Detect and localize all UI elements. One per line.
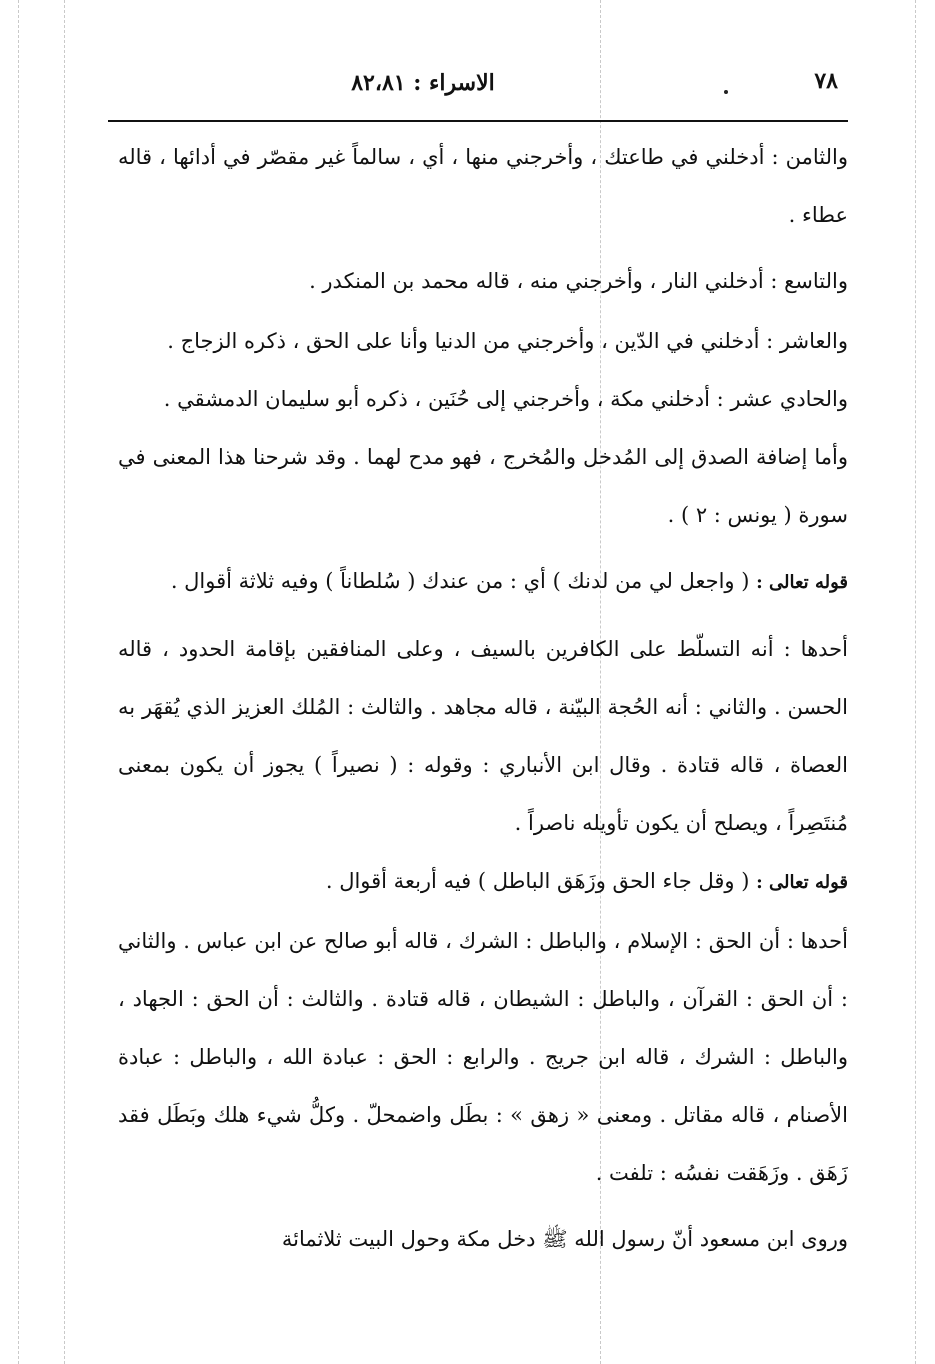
paragraph — [118, 1210, 848, 1268]
book-page — [118, 58, 848, 1348]
running-title: الاسراء : ٨٢،٨١ — [351, 70, 495, 96]
paragraph-text: وأما إضافة الصدق إلى المُدخل والمُخرج ، فهو مدح لهما . وقد شرحنا هذا المعنى في سورة ( يونس : ٢ ) . — [118, 445, 848, 527]
paragraph-text: وروى ابن مسعود أنّ رسول الله ﷺ دخل مكة وحول البيت ثلاثمائة — [281, 1227, 848, 1251]
header-rule — [108, 120, 848, 122]
paragraph-text: والعاشر : أدخلني في الدّين ، وأخرجني من الدنيا وأنا على الحق ، ذكره الزجاج . — [167, 329, 848, 353]
paragraph — [118, 312, 848, 370]
paragraph — [118, 552, 848, 612]
page-number: ٧٨ — [814, 68, 838, 94]
paragraph-text: أحدها : أن الحق : الإسلام ، والباطل : الشرك ، قاله أبو صالح عن ابن عباس . والثاني : أن الحق : القرآن ، والباطل : الشيطان ، قاله قتادة . والثالث : أن الحق : الجهاد ، والباطل : الشرك ، قاله ابن جريج . والرابع : الحق : عبادة الله ، والباطل : عبادة الأصنام ، قاله مقاتل . ومعنى « زهق » : بطَل واضمحلّ . وكلُّ شيء هلك وبَطَل فقد زَهَق . وزَهَقت نفسُه : تلفت . — [118, 929, 848, 1185]
paragraph — [118, 428, 848, 544]
scan-guide-left — [18, 0, 19, 1364]
paragraph-text: والثامن : أدخلني في طاعتك ، وأخرجني منها ، أي ، سالماً غير مقصّر في أدائها ، قاله عطاء . — [118, 145, 848, 227]
paragraph-text: ( واجعل لي من لدنك ) أي : من عندك ( سُلطاناً ) وفيه ثلاثة أقوال . — [170, 569, 750, 593]
paragraph-text: والتاسع : أدخلني النار ، وأخرجني منه ، قاله محمد بن المنكدر . — [309, 269, 848, 293]
page-body — [118, 128, 848, 1268]
paragraph — [118, 128, 848, 244]
paragraph — [118, 370, 848, 428]
paragraph — [118, 620, 848, 852]
paragraph — [118, 912, 848, 1202]
paragraph — [118, 852, 848, 912]
paragraph — [118, 252, 848, 310]
page-header — [118, 58, 848, 102]
section-heading: قوله تعالى : — [756, 872, 848, 893]
scan-guide-left-2 — [64, 0, 65, 1364]
paragraph-text: والحادي عشر : أدخلني مكة ، وأخرجني إلى حُنَين ، ذكره أبو سليمان الدمشقي . — [163, 387, 848, 411]
paragraph-text: أحدها : أنه التسلّط على الكافرين بالسيف ، وعلى المنافقين بإقامة الحدود ، قاله الحسن . والثاني : أنه الحُجة البيّنة ، قاله مجاهد . والثالث : المُلك العزيز الذي يُقهَر به العصاة ، قاله قتادة . وقال ابن الأنباري : وقوله : ( نصيراً ) يجوز أن يكون بمعنى مُنتَصِراً ، ويصلح أن يكون تأويله ناصراً . — [118, 637, 848, 835]
section-heading: قوله تعالى : — [756, 572, 848, 593]
scan-guide-right — [915, 0, 916, 1364]
paragraph-text: ( وقل جاء الحق وزَهَق الباطل ) فيه أربعة أقوال . — [325, 869, 750, 893]
